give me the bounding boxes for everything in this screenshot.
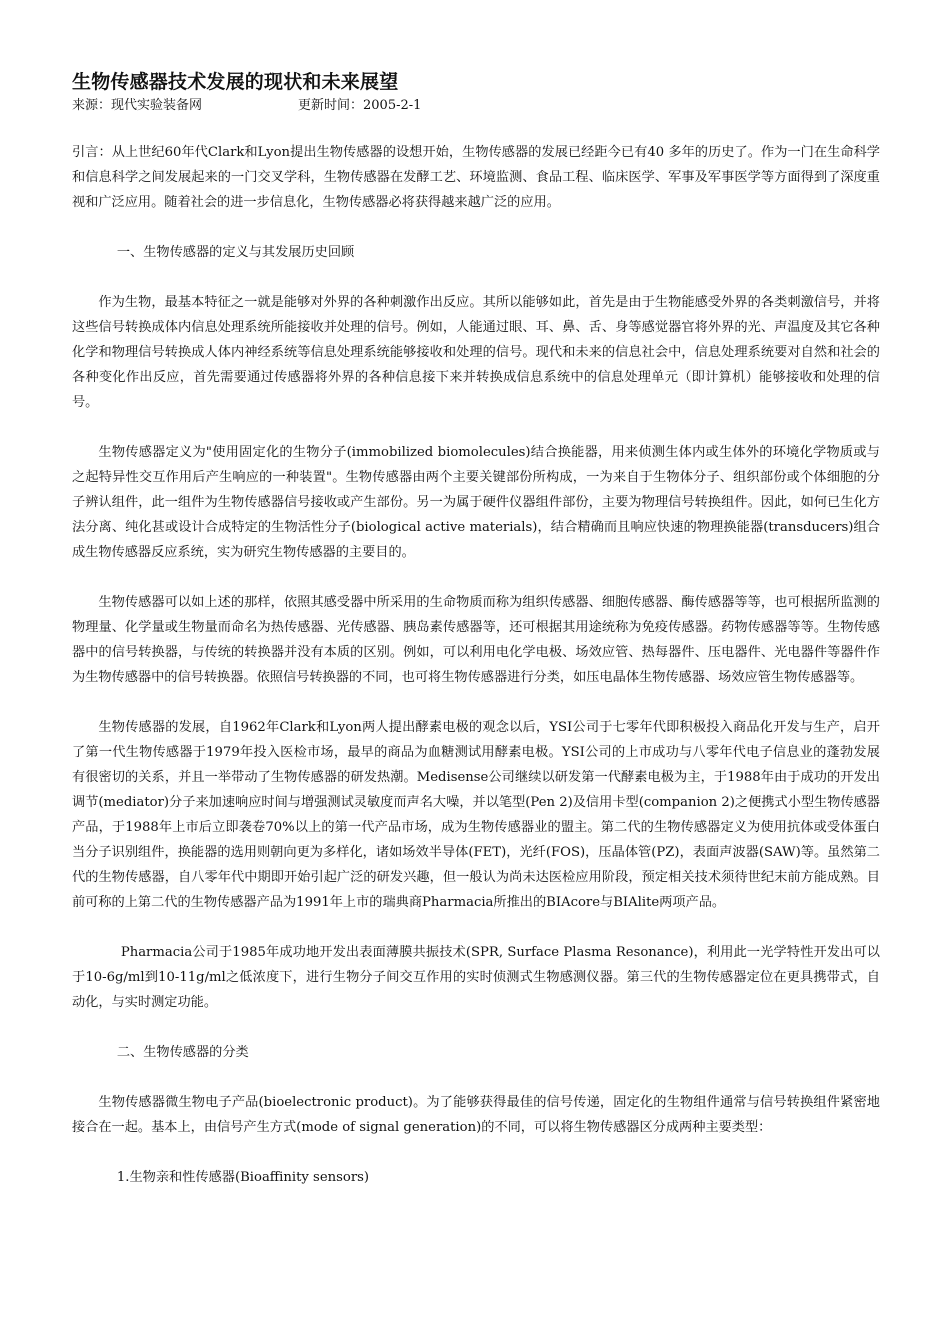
article-meta xyxy=(72,96,880,116)
section-1-paragraph-2: 生物传感器定义为"使用固定化的生物分子(immobilized biomolecules)结合换能器，用来侦测生体内或生体外的环境化学物质或与之起特异性交互作用后产生响应的一种装置"。生物传感器由两个主要关键部份所构成，一为来自于生物体分子、组织部份或个体细胞的分子辨认组件，此一组件为生物传感器信号接收或产生部份。另一为属于硬件仪器组件部份，主要为物理信号转换组件。因此，如何已生化方法分离、纯化甚或设计合成特定的生物活性分子(biological active materials)，结合精确而且响应快速的物理换能器(transducers)组合成生物传感器反应系统，实为研究生物传感器的主要目的。 xyxy=(72,445,880,560)
section-1-paragraph-4: 生物传感器的发展，自1962年Clark和Lyon两人提出酵素电极的观念以后，YSI公司于七零年代即积极投入商品化开发与生产，启开了第一代生物传感器于1979年投入医检市场，最早的商品为血糖测试用酵素电极。YSI公司的上市成功与八零年代电子信息业的蓬勃发展有很密切的关系，并且一举带动了生物传感器的研发热潮。Medisense公司继续以研发第一代酵素电极为主，于1988年由于成功的开发出调节(mediator)分子来加速响应时间与增强测试灵敏度而声名大噪，并以笔型(Pen 2)及信用卡型(companion 2)之便携式小型生物传感器产品，于1988年上市后立即袭卷70%以上的第一代产品市场，成为生物传感器业的盟主。第二代的生物传感器定义为使用抗体或受体蛋白当分子识别组件，换能器的选用则朝向更为多样化，诸如场效半导体(FET)，光纤(FOS)，压晶体管(PZ)，表面声波器(SAW)等。虽然第二代的生物传感器，自八零年代中期即开始引起广泛的研发兴趣，但一般认为尚未达医检应用阶段，预定相关技术须待世纪末前方能成熟。目前可称的上第二代的生物传感器产品为1991年上市的瑞典商Pharmacia所推出的BIAcore与BIAlite两项产品。 xyxy=(72,720,880,910)
section-1-paragraph-5: Pharmacia公司于1985年成功地开发出表面薄膜共振技术(SPR, Surface Plasma Resonance)，利用此一光学特性开发出可以于10-6g/ml到10-11g/ml之低浓度下，进行生物分子间交互作用的实时侦测式生物感测仪器。第三代的生物传感器定位在更具携带式，自动化，与实时测定功能。 xyxy=(72,945,880,1010)
section-2-heading: 二、生物传感器的分类 xyxy=(116,1045,249,1060)
section-2-paragraph-1: 生物传感器微生物电子产品(bioelectronic product)。为了能够获得最佳的信号传递，固定化的生物组件通常与信号转换组件紧密地接合在一起。基本上，由信号产生方式(mode of signal generation)的不同，可以将生物传感器区分成两种主要类型： xyxy=(72,1095,880,1135)
update-time: 更新时间：2005-2-1 xyxy=(298,98,422,113)
section-1-heading: 一、生物传感器的定义与其发展历史回顾 xyxy=(116,245,355,260)
intro-paragraph: 引言：从上世纪60年代Clark和Lyon提出生物传感器的设想开始，生物传感器的发展已经距今已有40 多年的历史了。作为一门在生命科学和信息科学之间发展起来的一门交叉学科，生物传感器在发酵工艺、环境监测、食品工程、临床医学、军事及军事医学等方面得到了深度重视和广泛应用。随着社会的进一步信息化，生物传感器必将获得越来越广泛的应用。 xyxy=(72,145,880,210)
section-2-subheading-1: 1.生物亲和性传感器(Bioaffinity sensors) xyxy=(116,1170,370,1185)
section-1-paragraph-3: 生物传感器可以如上述的那样，依照其感受器中所采用的生命物质而称为组织传感器、细胞传感器、酶传感器等等，也可根据所监测的物理量、化学量或生物量而命名为热传感器、光传感器、胰岛素传感器等，还可根据其用途统称为免疫传感器。药物传感器等等。生物传感器中的信号转换器，与传统的转换器并没有本质的区别。例如，可以利用电化学电极、场效应管、热每器件、压电器件、光电器件等器件作为生物传感器中的信号转换器。依照信号转换器的不同，也可将生物传感器进行分类，如压电晶体生物传感器、场效应管生物传感器等。 xyxy=(72,595,880,685)
source-label: 来源：现代实验装备网 xyxy=(72,98,203,113)
section-1-paragraph-1: 作为生物，最基本特征之一就是能够对外界的各种刺激作出反应。其所以能够如此，首先是由于生物能感受外界的各类刺激信号，并将这些信号转换成体内信息处理系统所能接收并处理的信号。例如，人能通过眼、耳、鼻、舌、身等感觉器官将外界的光、声温度及其它各种化学和物理信号转换成人体内神经系统等信息处理系统能够接收和处理的信号。现代和未来的信息社会中，信息处理系统要对自然和社会的各种变化作出反应，首先需要通过传感器将外界的各种信息接下来并转换成信息系统中的信息处理单元（即计算机）能够接收和处理的信号。 xyxy=(72,295,880,410)
page-title: 生物传感器技术发展的现状和未来展望 xyxy=(72,71,399,93)
document-page xyxy=(72,70,880,1190)
